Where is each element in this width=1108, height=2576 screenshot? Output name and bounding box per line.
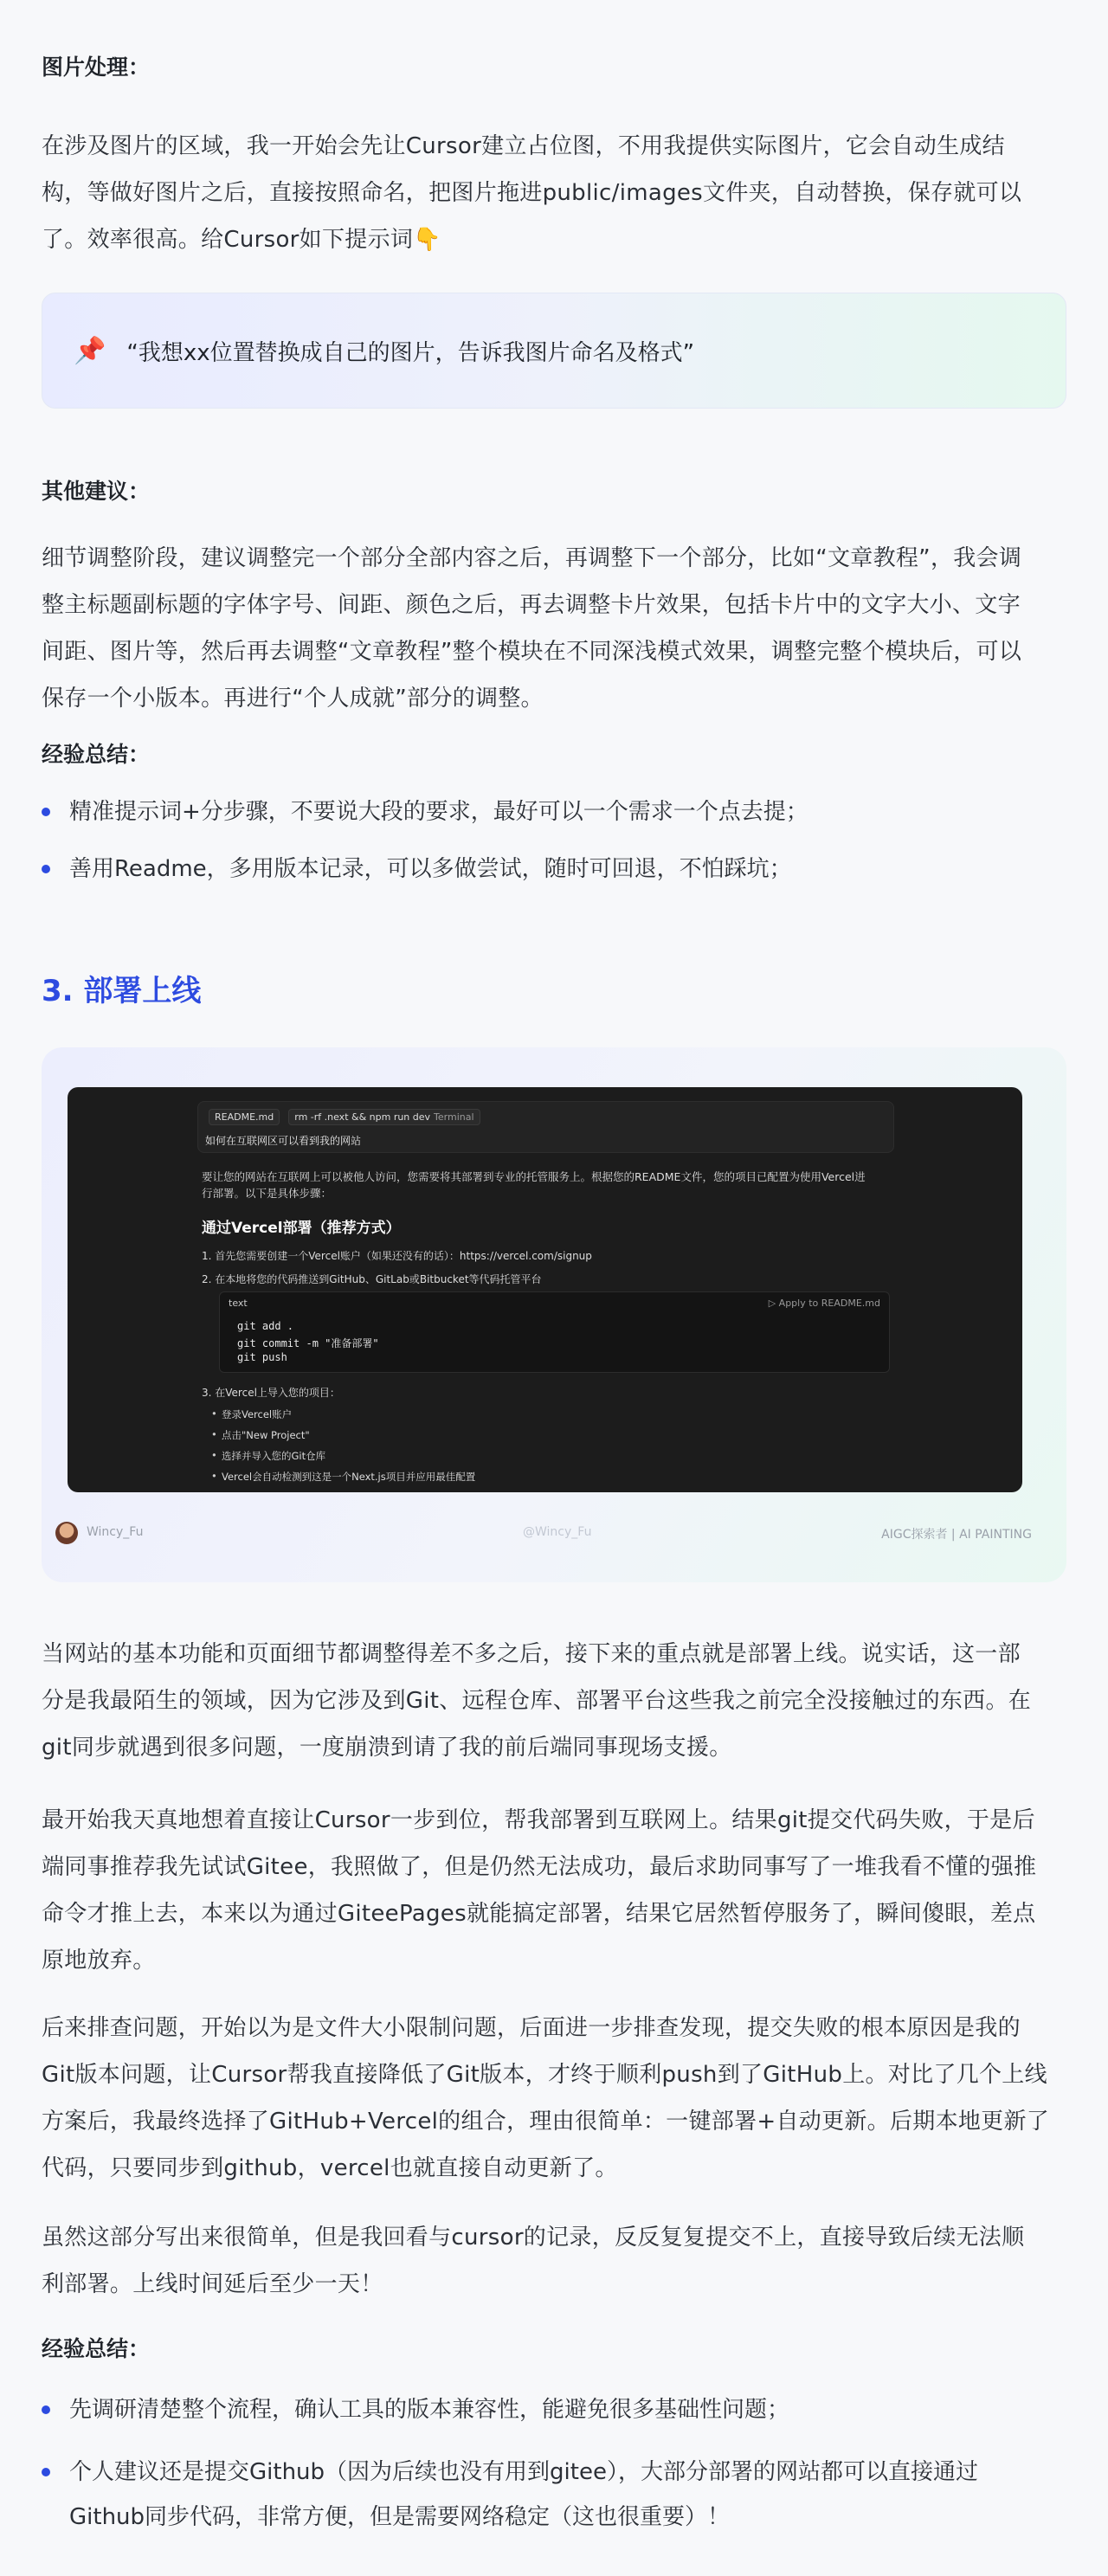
para-line: 命令才推上去，本来以为通过GiteePages就能搞定部署，结果它居然暂停服务了，瞬间傻眼，差点	[42, 1901, 1036, 1927]
code-line: git commit -m "准备部署"	[237, 1337, 379, 1349]
image-processing-paragraph	[42, 123, 1066, 263]
answer-intro: 要让您的网站在互联网上可以被他人访问，您需要将其部署到专业的托管服务上。根据您的README文件，您的项目已配置为使用Vercel进 行部署。以下是具体步骤：	[202, 1170, 866, 1200]
screenshot-footer	[55, 1520, 1032, 1546]
deploy-paragraph	[42, 2214, 1066, 2308]
apply-button[interactable]: ▷ Apply to README.md	[768, 1298, 880, 1309]
answer-heading: 通过Vercel部署（推荐方式）	[202, 1220, 401, 1237]
para-line: 了。效率很高。给Cursor如下提示词👇	[42, 227, 441, 253]
terminal-tab: rm -rf .next && npm run dev Terminal	[288, 1109, 480, 1125]
prompt-callout	[42, 293, 1066, 409]
para-line: 方案后，我最终选择了GitHub+Vercel的组合，理由很简单：一键部署+自动更新。后期本地更新了	[42, 2109, 1050, 2135]
para-line: 当网站的基本功能和页面细节都调整得差不多之后，接下来的重点就是部署上线。说实话，这一部	[42, 1641, 1021, 1667]
deploy-paragraph	[42, 1631, 1066, 1771]
list-item	[42, 789, 1066, 834]
para-line: 利部署。上线时间延后至少一天！	[42, 2271, 383, 2297]
brand-label: AIGC探索者 | AI PAINTING	[881, 1528, 1032, 1542]
para-line: 后来排查问题，开始以为是文件大小限制问题，后面进一步排查发现，提交失败的根本原因是我的	[42, 2015, 1021, 2041]
para-line: Git版本问题，让Cursor帮我直接降低了Git版本，才终于顺利push到了GitHub上。对比了几个上线	[42, 2062, 1047, 2088]
deploy-paragraph	[42, 1797, 1066, 1984]
section-title: 3. 部署上线	[42, 974, 202, 1008]
file-tab: README.md	[209, 1109, 280, 1125]
watermark: @Wincy_Fu	[523, 1525, 592, 1539]
code-line: git add .	[237, 1320, 294, 1332]
bullet-dot	[42, 808, 50, 816]
para-line: 最开始我天真地想着直接让Cursor一步到位，帮我部署到互联网上。结果git提交代码失败，于是后	[42, 1807, 1035, 1833]
sub-item: • 点击"New Project"	[222, 1428, 310, 1442]
sub-item: • 选择并导入您的Git仓库	[222, 1449, 325, 1463]
other-advice-heading: 其他建议：	[42, 479, 151, 504]
bullet-dot	[42, 865, 50, 873]
bullet-dot	[42, 2468, 50, 2476]
para-line: 构，等做好图片之后，直接按照命名，把图片拖进public/images文件夹，自动替换，保存就可以	[42, 180, 1022, 206]
bullet-text: Github同步代码，非常方便，但是需要网络稳定（这也很重要）！	[69, 2504, 731, 2530]
avatar	[55, 1522, 78, 1544]
step-3: 3. 在Vercel上导入您的项目：	[202, 1387, 340, 1399]
para-line: 整主标题副标题的字体字号、间距、颜色之后，再去调整卡片效果，包括卡片中的文字大小、文字	[42, 592, 1021, 618]
sub-item: • 登录Vercel账户	[222, 1407, 292, 1421]
chat-header	[197, 1101, 894, 1153]
step-2: 2. 在本地将您的代码推送到GitHub、GitLab或Bitbucket等代码托管平台	[202, 1273, 542, 1285]
bullet-text: 善用Readme，多用版本记录，可以多做尝试，随时可回退，不怕踩坑；	[69, 856, 792, 882]
user-question: 如何在互联网区可以看到我的网站	[205, 1135, 362, 1147]
bullet-text: 先调研清楚整个流程，确认工具的版本兼容性，能避免很多基础性问题；	[69, 2397, 790, 2423]
code-lang-label: text	[229, 1298, 248, 1309]
para-line: 代码，只要同步到github，vercel也就直接自动更新了。	[42, 2155, 618, 2181]
para-line: 分是我最陌生的领域，因为它涉及到Git、远程仓库、部署平台这些我之前完全没接触过的东西。在	[42, 1688, 1032, 1714]
bullet-dot	[42, 2405, 50, 2414]
bullet-text: 个人建议还是提交Github（因为后续也没有用到gitee），大部分部署的网站都可以直接通过	[69, 2459, 978, 2485]
bullet-text: 精准提示词+分步骤，不要说大段的要求，最好可以一个需求一个点去提；	[69, 799, 808, 825]
editor-screenshot	[68, 1087, 1022, 1492]
list-item	[42, 847, 1066, 892]
pushpin-icon: 📌	[74, 335, 106, 366]
para-line: 虽然这部分写出来很简单，但是我回看与cursor的记录，反反复复提交不上，直接导致后续无法顺	[42, 2225, 1025, 2251]
para-line: 原地放弃。	[42, 1948, 156, 1974]
callout-text: “我想xx位置替换成自己的图片，告诉我图片命名及格式”	[126, 339, 695, 366]
sub-item: • Vercel会自动检测到这是一个Next.js项目并应用最佳配置	[222, 1470, 475, 1484]
para-line: git同步就遇到很多问题，一度崩溃到请了我的前后端同事现场支援。	[42, 1735, 732, 1761]
author-name: Wincy_Fu	[87, 1525, 144, 1539]
para-line: 在涉及图片的区域，我一开始会先让Cursor建立占位图，不用我提供实际图片，它会自动生成结	[42, 133, 1005, 159]
summary-heading: 经验总结：	[42, 742, 151, 767]
list-item	[42, 2387, 1066, 2432]
step-1: 1. 首先您需要创建一个Vercel账户（如果还没有的话）：https://vercel.com/signup	[202, 1250, 592, 1262]
para-line: 细节调整阶段，建议调整完一个部分全部内容之后，再调整下一个部分，比如“文章教程”，我会调	[42, 545, 1022, 571]
deploy-paragraph	[42, 2005, 1066, 2192]
summary-heading: 经验总结：	[42, 2336, 151, 2361]
code-line: git push	[237, 1351, 287, 1363]
para-line: 保存一个小版本。再进行“个人成就”部分的调整。	[42, 686, 544, 712]
code-block	[219, 1291, 890, 1373]
list-item	[42, 2450, 1066, 2540]
image-processing-heading: 图片处理：	[42, 55, 151, 80]
para-line: 间距、图片等，然后再去调整“文章教程”整个模块在不同深浅模式效果，调整完整个模块后，可以	[42, 639, 1022, 665]
para-line: 端同事推荐我先试试Gitee，我照做了，但是仍然无法成功，最后求助同事写了一堆我看不懂的强推	[42, 1854, 1037, 1880]
screenshot-card	[42, 1047, 1066, 1582]
other-advice-paragraph	[42, 535, 1066, 722]
